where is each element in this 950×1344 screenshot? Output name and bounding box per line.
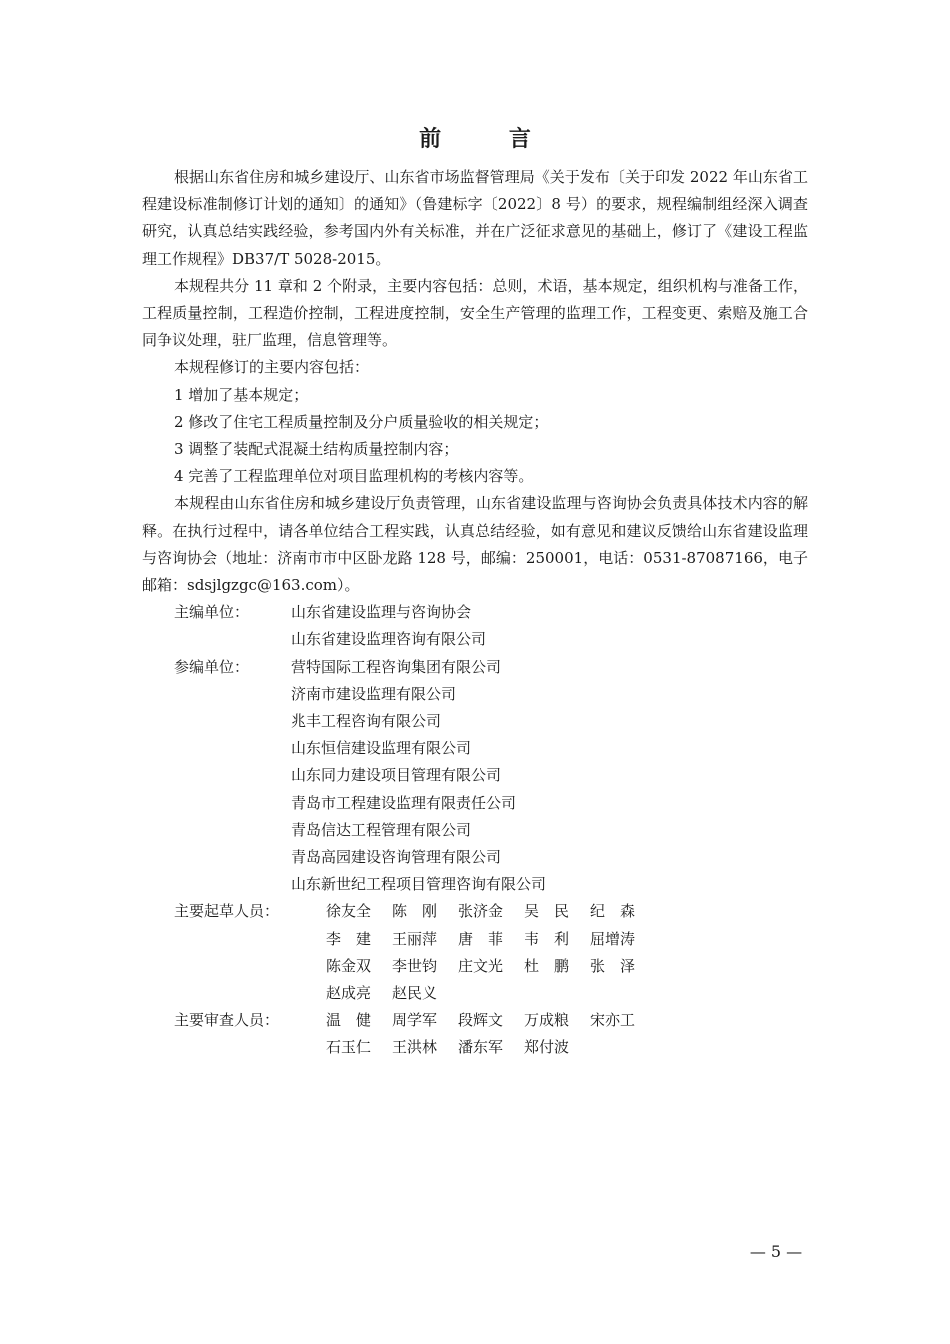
- person-name: 纪 森: [590, 902, 636, 921]
- person-name: 万成粮: [524, 1011, 570, 1030]
- person-name: 潘东军: [458, 1038, 504, 1057]
- person-name: 陈金双: [326, 956, 372, 975]
- person-name: 赵民义: [392, 983, 438, 1002]
- person-name: 吴 民: [524, 902, 570, 921]
- unit-name: 山东新世纪工程项目管理咨询有限公司: [291, 875, 547, 894]
- person-name: 段辉文: [458, 1011, 504, 1030]
- person-name: 王洪林: [392, 1038, 438, 1057]
- page-title: 前 言: [419, 127, 561, 152]
- unit-name: 山东同力建设项目管理有限公司: [291, 766, 502, 785]
- person-name: 徐友全: [326, 902, 372, 921]
- person-name: 屈增涛: [590, 929, 636, 948]
- list-item: 4 完善了工程监理单位对项目监理机构的考核内容等。: [174, 467, 534, 486]
- reviewers: [142, 1007, 808, 1061]
- person-name: 张济金: [458, 902, 504, 921]
- person-name: 庄文光: [458, 956, 504, 975]
- chief-editor-label: 主编单位：: [174, 603, 250, 622]
- document-body: [142, 164, 808, 1062]
- list-item: 3 调整了装配式混凝土结构质量控制内容；: [174, 440, 459, 459]
- unit-name: 兆丰工程咨询有限公司: [291, 712, 442, 730]
- person-name: 赵成亮: [326, 983, 372, 1002]
- unit-name: 青岛信达工程管理有限公司: [291, 820, 472, 839]
- unit-name: 山东省建设监理咨询有限公司: [291, 630, 487, 649]
- person-name: 石玉仁: [326, 1038, 372, 1057]
- participant-label: 参编单位：: [174, 657, 250, 676]
- chief-editor-units: [142, 599, 808, 653]
- reviewers-label: 主要审查人员：: [174, 1011, 280, 1030]
- list-item: 1 增加了基本规定；: [174, 385, 309, 404]
- person-name: 唐 菲: [458, 929, 504, 948]
- intro-paragraph: 根据山东省住房和城乡建设厅、山东省市场监督管理局《关于发布〔关于印发 2022 年山东省工程建设标准制修订计划的通知〕的通知》（鲁建标字〔2022〕8 号）的要求，规程编制组经深入调查研究，认真总结实践经验，参考国内外有关标准，并在广泛征求意见的基础上，修订了《建设工程监理工作规程》DB37/T 5028-2015。: [142, 168, 808, 268]
- reviewer-names: [326, 1007, 656, 1061]
- list-item: 2 修改了住宅工程质量控制及分户质量验收的相关规定；: [174, 412, 549, 431]
- participant-units: [142, 654, 808, 899]
- drafters-label: 主要起草人员：: [174, 902, 280, 921]
- unit-name: 青岛高园建设咨询管理有限公司: [291, 847, 502, 866]
- person-name: 张 泽: [590, 956, 636, 975]
- person-name: 陈 刚: [392, 902, 438, 921]
- revision-intro: 本规程修订的主要内容包括：: [174, 358, 370, 377]
- person-name: 杜 鹏: [524, 956, 570, 975]
- person-name: 李世钧: [392, 956, 438, 975]
- page-number: — 5 —: [749, 1242, 803, 1261]
- unit-name: 山东恒信建设监理有限公司: [291, 739, 472, 758]
- person-name: 周学军: [392, 1011, 438, 1030]
- drafter-names: [326, 898, 656, 1007]
- contents-paragraph: 本规程共分 11 章和 2 个附录，主要内容包括：总则，术语，基本规定，组织机构与准备工作，工程质量控制，工程造价控制，工程进度控制，安全生产管理的监理工作，工程变更、索赔及施工合同争议处理，驻厂监理，信息管理等。: [142, 276, 808, 350]
- person-name: 李 建: [326, 929, 372, 948]
- closing-paragraph: 本规程由山东省住房和城乡建设厅负责管理，山东省建设监理与咨询协会负责具体技术内容的解释。在执行过程中，请各单位结合工程实践，认真总结经验，如有意见和建议反馈给山东省建设监理与咨询协会（地址：济南市市中区卧龙路 128 号，邮编：250001，电话：0531-87087166，电子邮箱：sdsjlgzgc@163.com）。: [142, 494, 808, 595]
- unit-name: 营特国际工程咨询集团有限公司: [291, 657, 502, 676]
- unit-name: 山东省建设监理与咨询协会: [291, 603, 472, 622]
- drafters: [142, 898, 808, 1007]
- person-name: 郑付波: [524, 1038, 570, 1057]
- unit-name: 青岛市工程建设监理有限责任公司: [291, 793, 517, 812]
- person-name: 韦 利: [524, 929, 570, 948]
- person-name: 温 健: [326, 1011, 372, 1030]
- person-name: 宋亦工: [590, 1011, 636, 1030]
- person-name: 王丽萍: [392, 929, 438, 948]
- revision-list: [142, 382, 808, 491]
- unit-name: 济南市建设监理有限公司: [291, 684, 457, 703]
